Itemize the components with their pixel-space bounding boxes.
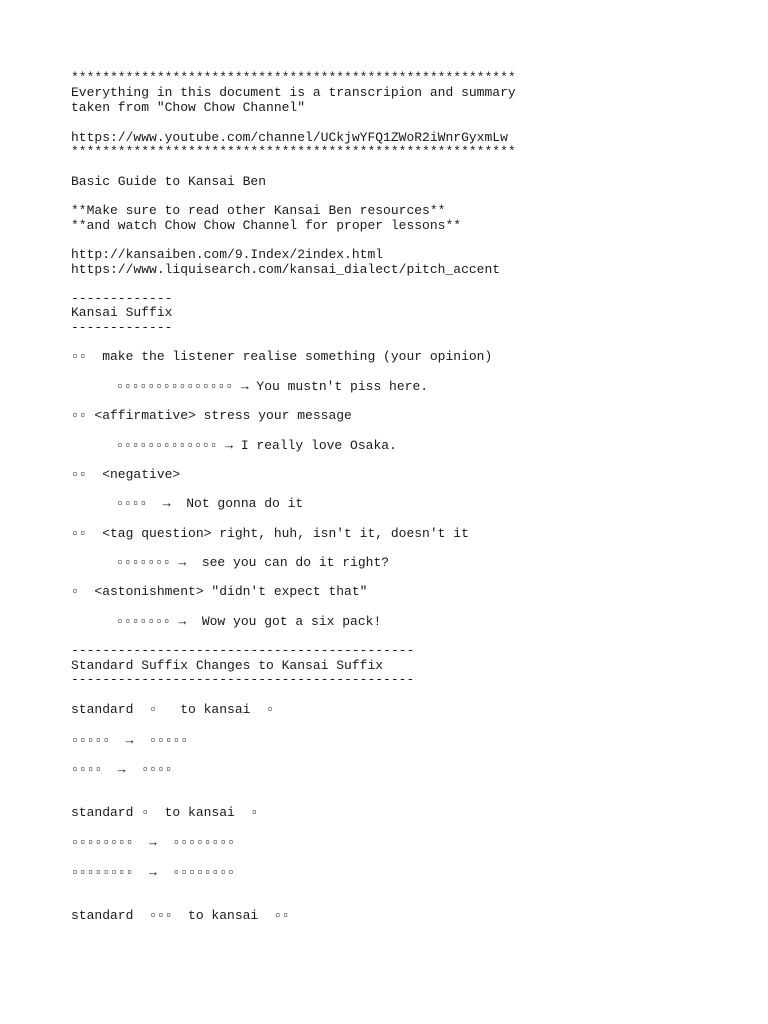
reference-link-1: http://kansaiben.com/9.Index/2index.html <box>71 247 384 262</box>
section-rule-bottom: ------------- <box>71 320 173 335</box>
stars-divider-bottom: ********************************************************* <box>71 144 516 159</box>
suffix-change-example: ▫▫▫▫ → ▫▫▫▫ <box>71 762 173 777</box>
suffix-change-rule: standard ▫▫▫ to kansai ▫▫ <box>71 908 290 923</box>
note-line-1: **Make sure to read other Kansai Ben resources** <box>71 203 446 218</box>
suffix-change-example: ▫▫▫▫▫▫▫▫ → ▫▫▫▫▫▫▫▫ <box>71 835 235 850</box>
suffix-change-rule: standard ▫ to kansai ▫ <box>71 702 274 717</box>
channel-url: https://www.youtube.com/channel/UCkjwYFQ1ZWoR2iWnrGyxmLw <box>71 130 508 145</box>
section-rule-top: -------------------------------------------- <box>71 643 415 658</box>
guide-title: Basic Guide to Kansai Ben <box>71 174 267 189</box>
section-heading-standard-changes: Standard Suffix Changes to Kansai Suffix <box>71 658 384 673</box>
suffix-item-label: ▫▫ make the listener realise something (your opinion) <box>71 349 493 364</box>
suffix-change-example: ▫▫▫▫▫▫▫▫ → ▫▫▫▫▫▫▫▫ <box>71 865 235 880</box>
suffix-item-label: ▫▫ <affirmative> stress your message <box>71 408 352 423</box>
suffix-item-example: ▫▫▫▫▫▫▫▫▫▫▫▫▫▫▫ → You mustn't piss here. <box>116 379 429 394</box>
intro-line-2: taken from "Chow Chow Channel" <box>71 100 306 115</box>
reference-link-2: https://www.liquisearch.com/kansai_dialect/pitch_accent <box>71 262 501 277</box>
suffix-item-example: ▫▫▫▫▫▫▫ → see you can do it right? <box>116 555 390 570</box>
intro-line-1: Everything in this document is a transcripion and summary <box>71 85 516 100</box>
stars-divider-top: ********************************************************* <box>71 70 516 85</box>
suffix-item-label: ▫▫ <tag question> right, huh, isn't it, doesn't it <box>71 526 469 541</box>
suffix-item-label: ▫▫ <negative> <box>71 467 181 482</box>
suffix-item-example: ▫▫▫▫▫▫▫ → Wow you got a six pack! <box>116 614 382 629</box>
suffix-change-example: ▫▫▫▫▫ → ▫▫▫▫▫ <box>71 733 189 748</box>
suffix-change-rule: standard ▫ to kansai ▫ <box>71 805 259 820</box>
section-heading-kansai-suffix: Kansai Suffix <box>71 305 173 320</box>
suffix-item-label: ▫ <astonishment> "didn't expect that" <box>71 584 368 599</box>
suffix-item-example: ▫▫▫▫▫▫▫▫▫▫▫▫▫ → I really love Osaka. <box>116 438 397 453</box>
suffix-item-example: ▫▫▫▫ → Not gonna do it <box>116 496 304 511</box>
note-line-2: **and watch Chow Chow Channel for proper lessons** <box>71 218 462 233</box>
section-rule-bottom: -------------------------------------------- <box>71 672 415 687</box>
section-rule-top: ------------- <box>71 291 173 306</box>
